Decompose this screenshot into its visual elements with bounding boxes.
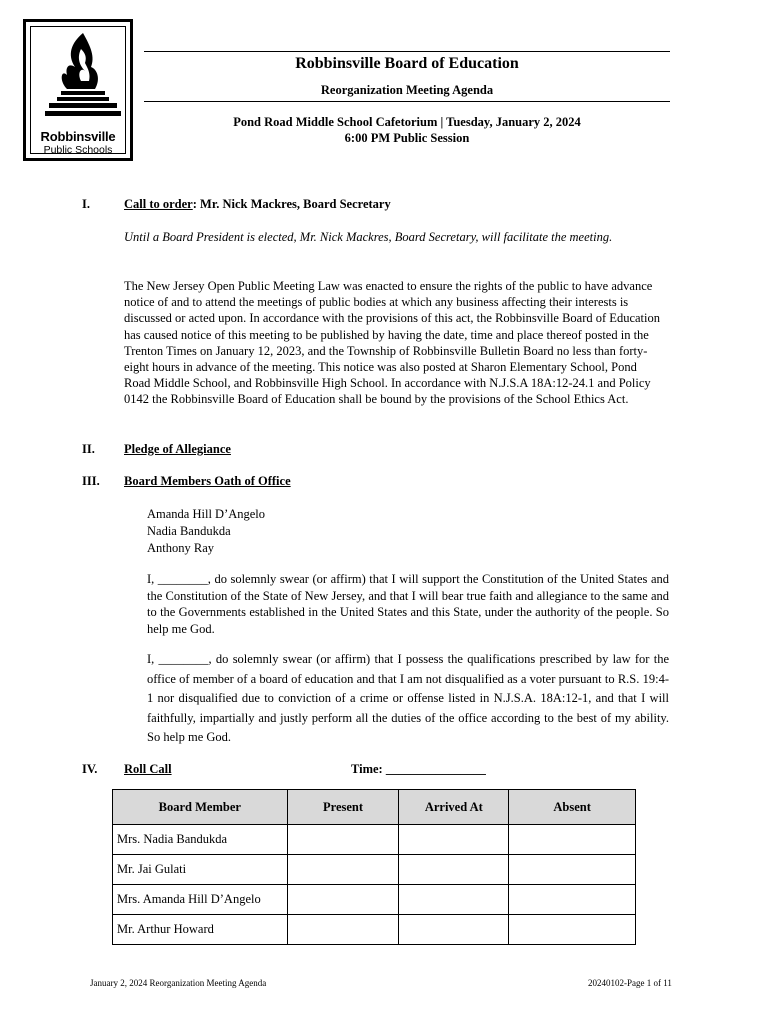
arrived-cell: [399, 915, 509, 945]
section-numeral: III.: [82, 474, 100, 488]
table-row: [113, 825, 636, 855]
present-cell: [287, 885, 399, 915]
logo-name: Robbinsville: [40, 129, 116, 144]
document-title: Robbinsville Board of Education: [295, 55, 519, 72]
column-header: Present: [287, 790, 399, 825]
section-title-oath: Board Members Oath of Office: [124, 474, 291, 488]
list-item: Anthony Ray: [147, 541, 215, 555]
header-rule-bottom: [144, 101, 670, 102]
facilitator-note: Until a Board President is elected, Mr. Nick Mackres, Board Secretary, will facilitate the meeting.: [124, 230, 613, 244]
absent-cell: [509, 885, 636, 915]
present-cell: [287, 825, 399, 855]
oath-constitution: I, ________, do solemnly swear (or affirm) that I will support the Constitution of the United States and the Constitution of the State of New Jersey, and that I will bear true faith and allegiance to the same and to the Governments established in the United States and this State, under the authority of the people. So help me God.: [147, 572, 669, 636]
open-meeting-statement: The New Jersey Open Public Meeting Law was enacted to ensure the rights of the public to have advance notice of and to attend the meetings of public bodies at which any business affecting their interests is discussed or acted upon. In accordance with the provisions of this act, the Robbinsville Board of Education has caused notice of this meeting to be published by having the date, time and place thereof posted in the Trenton Times on January 12, 2023, and the Township of Robbinsville Bulletin Board no less than forty-eight hours in advance of the meeting. This notice was also posted at Sharon Elementary School, Pond Road Middle School, and Robbinsville High School. In accordance with N.J.S.A 18A:12-24.1 and Policy 0142 the Robbinsville Board of Education shall be bound by the provisions of the School Ethics Act.: [124, 279, 660, 407]
header-rule-top: [144, 51, 670, 52]
oath-qualifications: I, ________, do solemnly swear (or affirm) that I possess the qualifications prescribed by law for the office of member of a board of education and that I am not disqualified as a voter pursuant to R.S. 19:4-1 nor disqualified due to conviction of a crime or offense listed in N.J.S.A. 18A:12-1, and that I will faithfully, impartially and justly perform all the duties of the office according to the best of my ability. So help me God.: [147, 652, 669, 744]
section-title-roll-call: Roll Call: [124, 762, 172, 776]
table-row: [113, 885, 636, 915]
list-item: Nadia Bandukda: [147, 524, 231, 538]
call-to-order-label: Call to order: [124, 197, 193, 211]
column-header: Board Member: [113, 790, 288, 825]
district-logo: [23, 19, 133, 161]
table-header-row: [113, 790, 636, 825]
present-cell: [287, 915, 399, 945]
roll-call-table: [112, 789, 636, 945]
table-row: [113, 915, 636, 945]
member-name: Mrs. Amanda Hill D’Angelo: [113, 885, 288, 915]
list-item: Amanda Hill D’Angelo: [147, 507, 266, 521]
section-numeral: IV.: [82, 762, 98, 776]
column-header: Absent: [509, 790, 636, 825]
absent-cell: [509, 915, 636, 945]
arrived-cell: [399, 885, 509, 915]
section-numeral: I.: [82, 197, 90, 211]
member-name: Mr. Arthur Howard: [113, 915, 288, 945]
member-name: Mr. Jai Gulati: [113, 855, 288, 885]
torch-icon: [31, 27, 131, 127]
document-subtitle: Reorganization Meeting Agenda: [320, 83, 494, 97]
section-title-pledge: Pledge of Allegiance: [124, 442, 231, 456]
page-number: 20240102-Page 1 of 11: [588, 978, 672, 988]
section-title-call-to-order: [124, 197, 391, 212]
arrived-cell: [399, 825, 509, 855]
meeting-session: 6:00 PM Public Session: [344, 131, 470, 145]
section-numeral: II.: [82, 442, 95, 456]
absent-cell: [509, 825, 636, 855]
member-name: Mrs. Nadia Bandukda: [113, 825, 288, 855]
oath-member-list: [147, 506, 265, 557]
absent-cell: [509, 855, 636, 885]
call-to-order-rest: : Mr. Nick Mackres, Board Secretary: [192, 197, 391, 211]
present-cell: [287, 855, 399, 885]
table-row: [113, 855, 636, 885]
footer-title: January 2, 2024 Reorganization Meeting Agenda: [90, 978, 267, 988]
arrived-cell: [399, 855, 509, 885]
meeting-location: Pond Road Middle School Cafetorium | Tuesday, January 2, 2024: [233, 115, 581, 129]
roll-call-time: Time: ________________: [351, 762, 486, 776]
column-header: Arrived At: [399, 790, 509, 825]
logo-subname: Public Schools: [43, 144, 113, 156]
